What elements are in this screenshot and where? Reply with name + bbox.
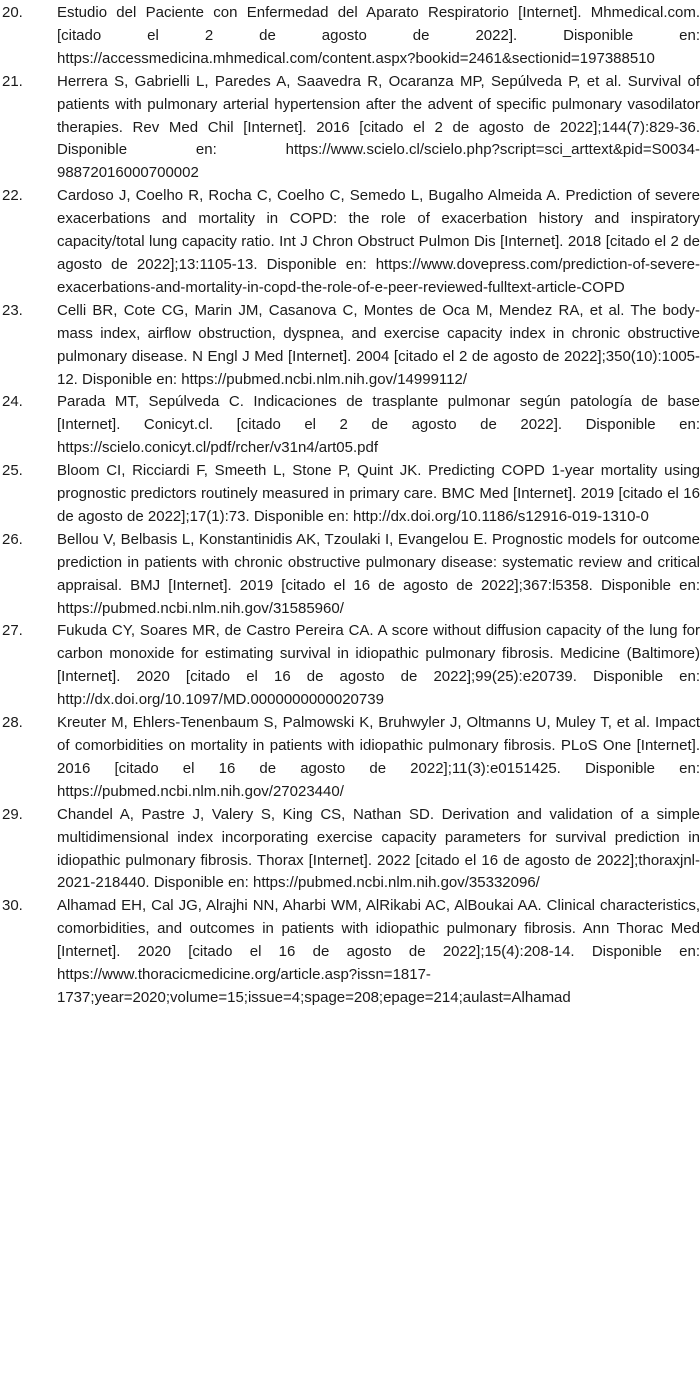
reference-text: Celli BR, Cote CG, Marin JM, Casanova C, Montes de Oca M, Mendez RA, et al. The body-mass index, airflow obstruction, dyspnea, and exercise capacity index in chronic obstructive pulmonary disease. N Engl J Med [Internet]. 2004 [citado el 2 de agosto de 2022];350(10):1005-12. Disponible en: https://pubmed.ncbi.nlm.nih.gov/14999112/ xyxy=(57,301,700,388)
reference-text: Chandel A, Pastre J, Valery S, King CS, Nathan SD. Derivation and validation of a simple multidimensional index incorporating exercise capacity parameters for survival prediction in idiopathic pulmonary fibrosis. Thorax [Internet]. 2022 [citado el 16 de agosto de 2022];thoraxjnl-2021-218440. Disponible en: https://pubmed.ncbi.nlm.nih.gov/35332096/ xyxy=(57,805,700,892)
reference-number: 30. xyxy=(2,897,23,915)
reference-text: Fukuda CY, Soares MR, de Castro Pereira CA. A score without diffusion capacity of the lung for carbon monoxide for estimating survival in idiopathic pulmonary fibrosis. Medicine (Baltimore) [Internet]. 2020 [citado el 16 de agosto de 2022];99(25):e20739. Disponible en: http://dx.doi.org/10.1097/MD.0000000000020739 xyxy=(57,622,700,709)
reference-text: Herrera S, Gabrielli L, Paredes A, Saavedra R, Ocaranza MP, Sepúlveda P, et al. Survival of patients with pulmonary arterial hypertension after the advent of specific pulmonary vasodilator therapies. Rev Med Chil [Internet]. 2016 [citado el 2 de agosto de 2022];144(7):829-36. Disponible en: https://www.scielo.cl/scielo.php?script=sci_arttext&pid=S0034-98872016000700002 xyxy=(57,72,700,182)
reference-item-28 xyxy=(0,712,700,804)
reference-text: Parada MT, Sepúlveda C. Indicaciones de trasplante pulmonar según patología de base [Internet]. Conicyt.cl. [citado el 2 de agosto de 2022]. Disponible en: https://scielo.conicyt.cl/pdf/rcher/v31n4/art05.pdf xyxy=(57,393,700,457)
reference-item-27 xyxy=(0,620,700,712)
reference-item-24 xyxy=(0,391,700,460)
reference-item-29 xyxy=(0,804,700,896)
reference-number: 23. xyxy=(2,301,23,319)
reference-item-20 xyxy=(0,2,700,71)
reference-text: Kreuter M, Ehlers-Tenenbaum S, Palmowski K, Bruhwyler J, Oltmanns U, Muley T, et al. Impact of comorbidities on mortality in patients with idiopathic pulmonary fibrosis. PLoS One [Internet]. 2016 [citado el 16 de agosto de 2022];11(3):e0151425. Disponible en: https://pubmed.ncbi.nlm.nih.gov/27023440/ xyxy=(57,714,700,800)
reference-text: Cardoso J, Coelho R, Rocha C, Coelho C, Semedo L, Bugalho Almeida A. Prediction of severe exacerbations and mortality in COPD: the role of exacerbation history and inspiratory capacity/total lung capacity ratio. Int J Chron Obstruct Pulmon Dis [Internet]. 2018 [citado el 2 de agosto de 2022];13:1105-13. Disponible en: https://www.dovepress.com/prediction-of-severe-exacerbations-and-mortality-in-copd-the-role-of-e-peer-reviewed-fulltext-article-COPD xyxy=(57,187,700,296)
reference-number: 24. xyxy=(2,393,23,411)
reference-number: 20. xyxy=(2,4,23,21)
reference-number: 22. xyxy=(2,187,23,205)
reference-text: Bellou V, Belbasis L, Konstantinidis AK, Tzoulaki I, Evangelou E. Prognostic models for outcome prediction in patients with chronic obstructive pulmonary disease: systematic review and critical appraisal. BMJ [Internet]. 2019 [citado el 16 de agosto de 2022];367:l5358. Disponible en: https://pubmed.ncbi.nlm.nih.gov/31585960/ xyxy=(57,530,700,617)
reference-number: 27. xyxy=(2,622,23,640)
reference-number: 26. xyxy=(2,530,23,548)
reference-number: 25. xyxy=(2,462,23,480)
reference-item-30 xyxy=(0,895,700,1010)
reference-item-22 xyxy=(0,185,700,300)
reference-text: Bloom CI, Ricciardi F, Smeeth L, Stone P, Quint JK. Predicting COPD 1-year mortality using prognostic predictors routinely measured in primary care. BMC Med [Internet]. 2019 [citado el 16 de agosto de 2022];17(1):73. Disponible en: http://dx.doi.org/10.1186/s12916-019-1310-0 xyxy=(57,462,700,525)
reference-item-21 xyxy=(0,71,700,186)
reference-item-23 xyxy=(0,300,700,392)
reference-text: Alhamad EH, Cal JG, Alrajhi NN, Aharbi WM, AlRikabi AC, AlBoukai AA. Clinical characteristics, comorbidities, and outcomes in patients with idiopathic pulmonary fibrosis. Ann Thorac Med [Internet]. 2020 [citado el 16 de agosto de 2022];15(4):208-14. Disponible en: https://www.thoracicmedicine.org/article.asp?issn=1817-1737;year=2020;volume=15;issue=4;spage=208;epage=214;aulast=Alhamad xyxy=(57,897,700,1006)
reference-text: Estudio del Paciente con Enfermedad del Aparato Respiratorio [Internet]. Mhmedical.com. [citado el 2 de agosto de 2022]. Disponible en: https://accessmedicina.mhmedical.com/content.aspx?bookid=2461&sectionid=197388510 xyxy=(57,4,700,67)
reference-item-25 xyxy=(0,460,700,529)
reference-number: 21. xyxy=(2,72,23,90)
reference-item-26 xyxy=(0,529,700,621)
reference-number: 29. xyxy=(2,805,23,823)
reference-number: 28. xyxy=(2,714,23,732)
